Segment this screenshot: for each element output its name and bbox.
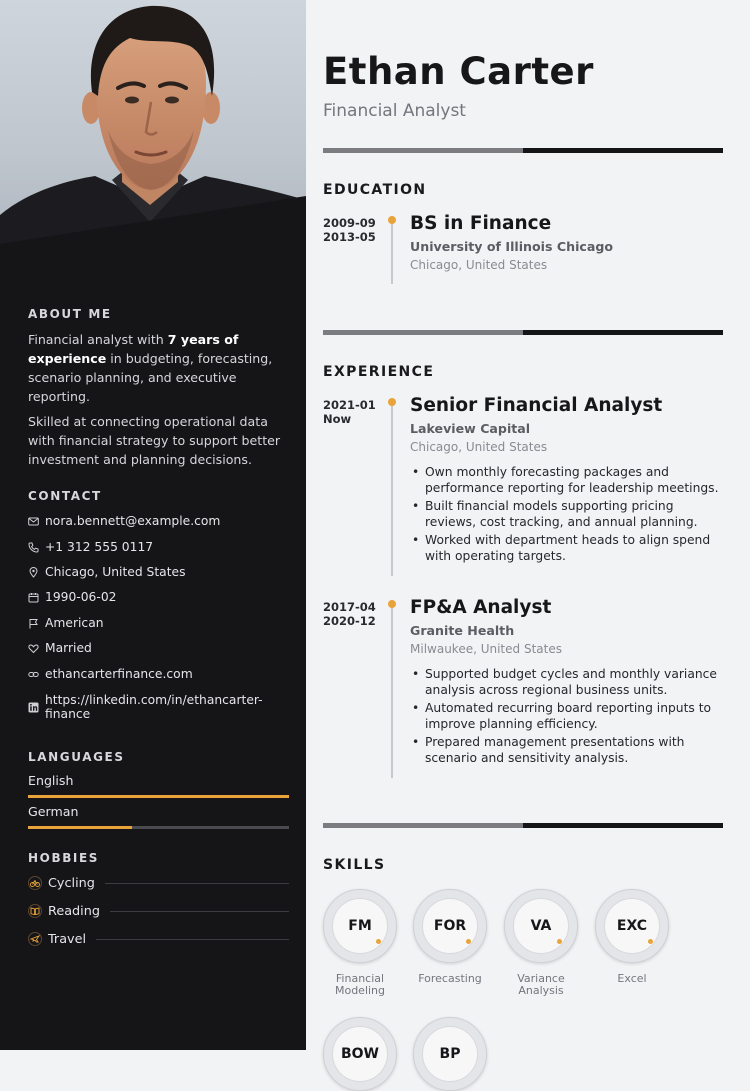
contact-birthdate-text: 1990-06-02 [45, 590, 117, 604]
about-title: ABOUT ME [28, 307, 112, 321]
skill-label: Excel [617, 972, 647, 985]
job-title-entry: FP&A Analyst [410, 597, 552, 618]
airplane-icon [28, 932, 42, 946]
contact-website-text: ethancarterfinance.com [45, 667, 193, 681]
bicycle-icon [28, 876, 42, 890]
company-name: Granite Health [410, 623, 515, 638]
skill-abbr: FOR [422, 898, 478, 954]
contact-email-text: nora.bennett@example.com [45, 514, 221, 528]
contact-email[interactable] [28, 512, 220, 530]
bullet-item: • Worked with department heads to align spend with operating targets. [410, 532, 720, 564]
company-name: Lakeview Capital [410, 421, 531, 436]
timeline-dot [388, 216, 396, 224]
about-text [28, 330, 288, 475]
section-divider [323, 330, 723, 335]
bullet-item: • Built financial models supporting pricing reviews, cost tracking, and annual planning. [410, 498, 720, 530]
skill-dot [376, 939, 381, 944]
skill-ring [413, 889, 487, 963]
bullet-item: • Automated recurring board reporting inputs to improve planning efficiency. [410, 700, 720, 732]
education-dates: 2009-09 2013-05 [323, 216, 376, 244]
hobby-item [28, 874, 289, 892]
skill-dot [466, 939, 471, 944]
phone-icon [28, 542, 39, 553]
school-name: University of Illinois Chicago [410, 239, 614, 254]
profile-photo [0, 0, 306, 250]
person-name: Ethan Carter [323, 50, 594, 93]
contact-location-text: Chicago, United States [45, 565, 186, 579]
hobby-rule [96, 939, 289, 940]
skill-ring [323, 1017, 397, 1091]
language-level-fill [28, 795, 289, 798]
book-icon [28, 904, 42, 918]
skill-ring [595, 889, 669, 963]
skill-abbr: FM [332, 898, 388, 954]
skill-ring [504, 889, 578, 963]
hobby-label: Reading [48, 903, 100, 919]
skill-abbr: BOW [332, 1026, 388, 1082]
about-paragraph-1: Financial analyst with 7 years of experience in budgeting, forecasting, scenario planning, and executive reporting. [28, 332, 273, 404]
language-level-bar [28, 795, 289, 798]
mail-icon [28, 516, 39, 527]
hobbies-title: HOBBIES [28, 851, 100, 865]
timeline-line [391, 222, 393, 284]
job-dates: 2017-04 2020-12 [323, 600, 376, 628]
bullet-item: • Supported budget cycles and monthly variance analysis across regional business units. [410, 666, 720, 698]
timeline-line [391, 606, 393, 778]
hobby-label: Cycling [48, 875, 95, 891]
contact-phone[interactable] [28, 538, 153, 556]
contact-nationality [28, 614, 104, 632]
skill-abbr: VA [513, 898, 569, 954]
skill-badge [504, 889, 578, 997]
skill-abbr: EXC [604, 898, 660, 954]
hobby-rule [110, 911, 289, 912]
timeline-line [391, 404, 393, 576]
skill-ring [323, 889, 397, 963]
section-divider [323, 823, 723, 828]
school-location: Chicago, United States [410, 258, 548, 272]
languages-title: LANGUAGES [28, 750, 125, 764]
skill-badge [323, 889, 397, 997]
skill-ring [413, 1017, 487, 1091]
contact-location [28, 563, 186, 581]
contact-nationality-text: American [45, 616, 104, 630]
timeline-dot [388, 398, 396, 406]
language-level-bar [28, 826, 289, 829]
contact-linkedin[interactable] [28, 693, 306, 721]
location-pin-icon [28, 567, 39, 578]
skill-badge [595, 889, 669, 985]
timeline-dot [388, 600, 396, 608]
skill-label: Variance Analysis [517, 972, 565, 997]
degree-title: BS in Finance [410, 213, 552, 234]
company-location: Chicago, United States [410, 440, 548, 454]
bullet-item: • Own monthly forecasting packages and performance reporting for leadership meetings. [410, 464, 720, 496]
flag-icon [28, 618, 39, 629]
skills-title: SKILLS [323, 857, 386, 873]
hobby-item [28, 930, 289, 948]
contact-title: CONTACT [28, 489, 102, 503]
job-title: Financial Analyst [323, 101, 466, 121]
link-icon [28, 669, 39, 680]
skill-label: Forecasting [418, 972, 482, 985]
language-name: English [28, 773, 74, 788]
contact-phone-text: +1 312 555 0117 [45, 540, 154, 554]
bullet-item: • Prepared management presentations with scenario and sensitivity analysis. [410, 734, 720, 766]
job-bullets [410, 666, 720, 768]
sidebar [0, 0, 306, 1050]
about-paragraph-2: Skilled at connecting operational data with financial strategy to support better investment and planning decisions. [28, 414, 281, 467]
experience-title: EXPERIENCE [323, 364, 435, 380]
skill-badge [413, 889, 487, 985]
calendar-icon [28, 592, 39, 603]
skill-abbr: BP [422, 1026, 478, 1082]
hobby-label: Travel [48, 931, 87, 947]
contact-linkedin-text: https://linkedin.com/in/ethancarter-finance [45, 693, 263, 721]
section-divider [323, 148, 723, 153]
linkedin-icon [28, 702, 39, 713]
skill-label: Financial Modeling [334, 972, 386, 997]
language-level-fill [28, 826, 132, 829]
skill-dot [648, 939, 653, 944]
job-bullets [410, 464, 720, 566]
hobby-rule [105, 883, 289, 884]
skill-dot [557, 939, 562, 944]
language-name: German [28, 804, 79, 819]
skill-badge [323, 1017, 397, 1091]
contact-marital [28, 639, 92, 657]
company-location: Milwaukee, United States [410, 642, 562, 656]
heart-icon [28, 643, 39, 654]
skill-badge [413, 1017, 487, 1091]
contact-marital-text: Married [45, 641, 92, 655]
job-title-entry: Senior Financial Analyst [410, 395, 663, 416]
hobby-item [28, 902, 289, 920]
contact-website[interactable] [28, 665, 193, 683]
photo-diagonal-edge [0, 0, 306, 250]
contact-birthdate [28, 588, 116, 606]
job-dates: 2021-01 Now [323, 398, 376, 426]
education-title: EDUCATION [323, 182, 427, 198]
